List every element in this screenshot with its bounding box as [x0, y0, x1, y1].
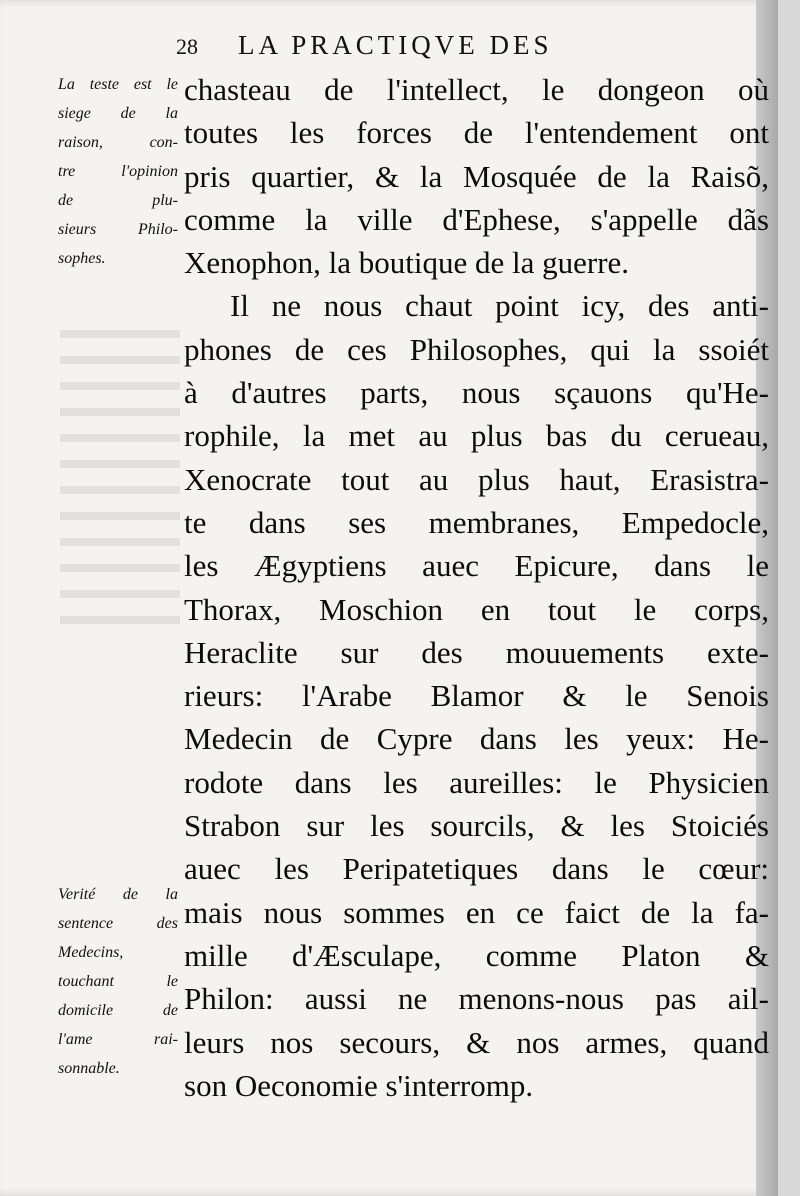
- text-line: chasteau de l'intellect, le dongeon où: [184, 72, 769, 107]
- text-line: rieurs: l'Arabe Blamor & le Senois: [184, 678, 769, 714]
- margin-note-line: sentence des: [58, 915, 178, 932]
- margin-note-line: La teste est le: [58, 76, 178, 93]
- page-header: [176, 30, 766, 61]
- text-line: toutes les forces de l'entendement ont: [184, 115, 769, 151]
- page-number: 28: [176, 34, 198, 59]
- text-line: mille d'Æsculape, comme Platon &: [184, 937, 769, 973]
- margin-note-truth-of-physicians: [58, 880, 178, 1083]
- text-line: leurs nos secours, & nos armes, quand: [184, 1024, 769, 1060]
- bleed-through-text: [60, 330, 180, 630]
- margin-note-line: tre l'opinion: [58, 163, 178, 180]
- text-line: Philon: aussi ne menons-nous pas ail-: [184, 981, 769, 1017]
- text-line: à d'autres parts, nous sçauons qu'He-: [184, 375, 769, 411]
- margin-note-line: Medecins,: [58, 944, 124, 961]
- body-text: [184, 68, 769, 1107]
- text-line: Xenocrate tout au plus haut, Erasistra-: [184, 461, 769, 497]
- margin-note-line: sieurs Philo-: [58, 221, 178, 238]
- text-line: mais nous sommes en ce faict de la fa-: [184, 894, 769, 930]
- margin-note-line: de plu-: [58, 192, 178, 209]
- margin-note-line: l'ame rai-: [58, 1031, 178, 1048]
- margin-note-line: Verité de la: [58, 886, 178, 903]
- margin-note-head-seat-of-reason: [58, 70, 178, 273]
- text-line: te dans ses membranes, Empedocle,: [184, 504, 769, 540]
- margin-note-line: siege de la: [58, 105, 178, 122]
- text-line: phones de ces Philosophes, qui la ssoiét: [184, 331, 769, 367]
- running-title: LA PRACTIQVE DES: [238, 30, 553, 60]
- text-line: rophile, la met au plus bas du cerueau,: [184, 418, 769, 454]
- margin-note-line: raison, con-: [58, 134, 178, 151]
- text-line: Heraclite sur des mouuements exte-: [184, 634, 769, 670]
- text-line: comme la ville d'Ephese, s'appelle dãs: [184, 201, 769, 237]
- margin-note-line: domicile de: [58, 1002, 178, 1019]
- text-line: rodote dans les aureilles: le Physicien: [184, 764, 769, 800]
- text-line: pris quartier, & la Mosquée de la Raisõ,: [184, 158, 769, 194]
- text-line: Medecin de Cypre dans les yeux: He-: [184, 721, 769, 757]
- text-line: Strabon sur les sourcils, & les Stoiciés: [184, 808, 769, 844]
- margin-note-line: touchant le: [58, 973, 178, 990]
- text-line: auec les Peripatetiques dans le cœur:: [184, 851, 769, 887]
- text-line: son Oeconomie s'interromp.: [184, 1067, 534, 1103]
- margin-note-line: sophes.: [58, 250, 106, 267]
- margin-note-line: sonnable.: [58, 1060, 120, 1077]
- text-line: Thorax, Moschion en tout le corps,: [184, 591, 769, 627]
- text-line: les Ægyptiens auec Epicure, dans le: [184, 548, 769, 584]
- text-line: Xenophon, la boutique de la guerre.: [184, 245, 630, 281]
- text-line: Il ne nous chaut point icy, des anti-: [230, 288, 769, 324]
